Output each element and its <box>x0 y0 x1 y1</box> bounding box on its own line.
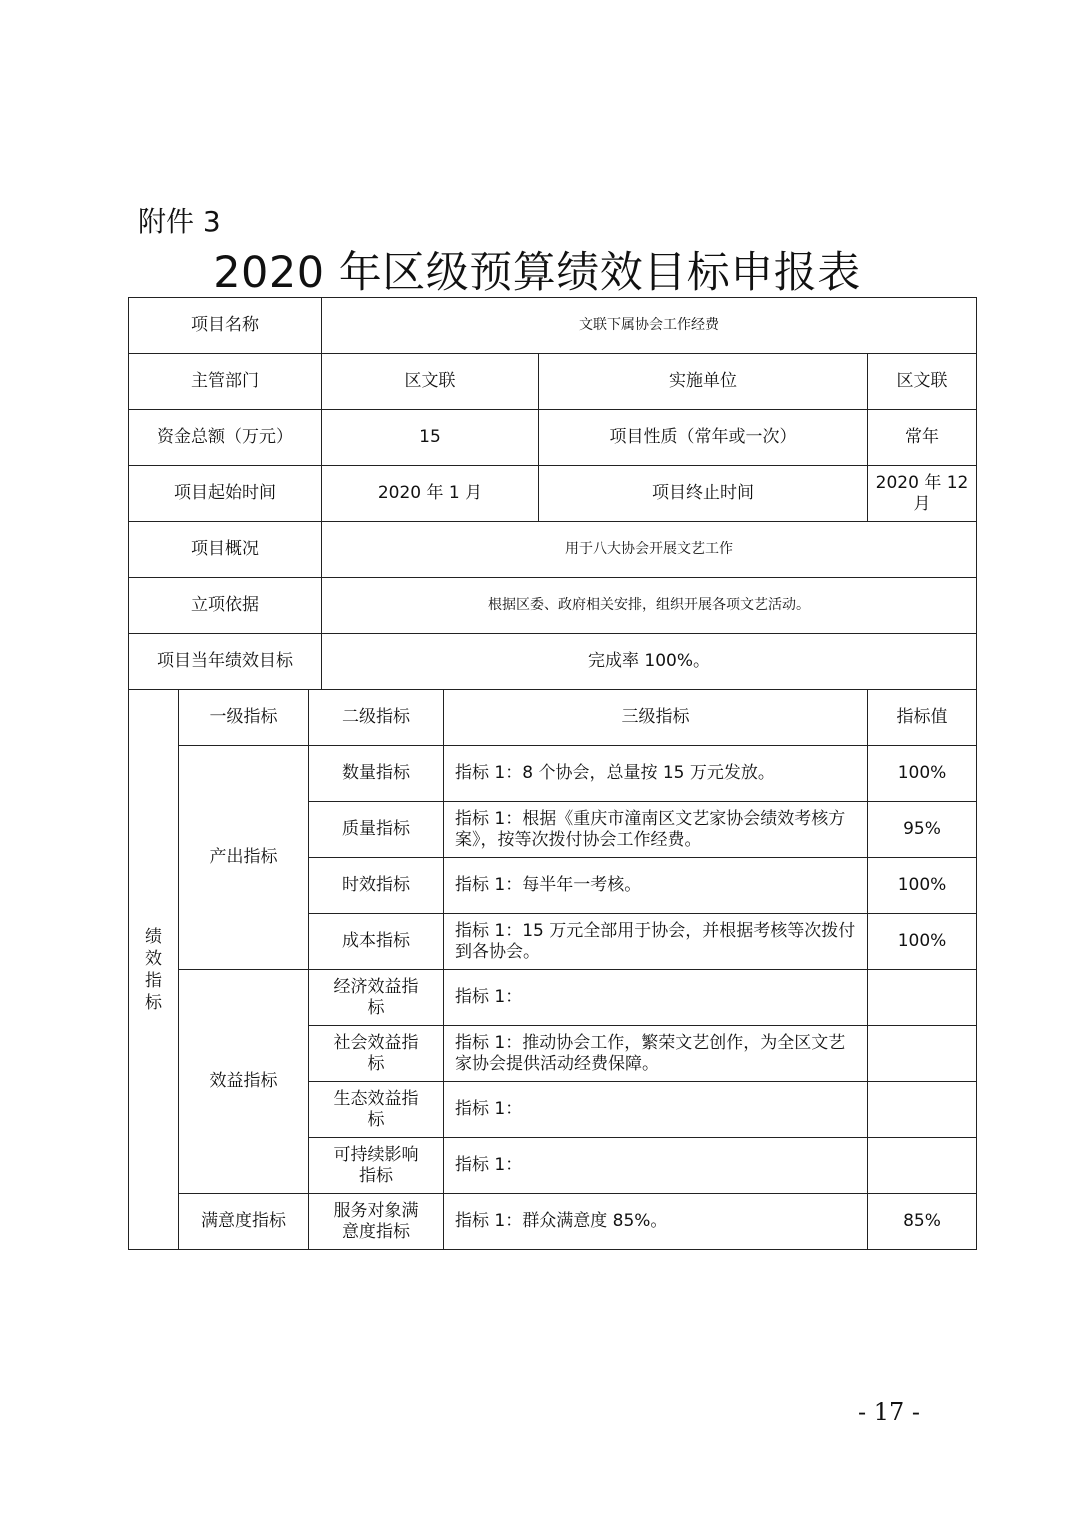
page-number: - 17 - <box>858 1398 921 1426</box>
start-label: 项目起始时间 <box>129 466 322 522</box>
sustainable-text: 指标 1： <box>444 1138 868 1194</box>
satisfaction-indicator-label: 满意度指标 <box>179 1194 309 1250</box>
economic-value <box>868 970 977 1026</box>
cost-value: 100% <box>868 914 977 970</box>
service-value: 85% <box>868 1194 977 1250</box>
cost-label: 成本指标 <box>309 914 444 970</box>
header-level2: 二级指标 <box>309 690 444 746</box>
impl-label: 实施单位 <box>539 354 868 410</box>
timeliness-text: 指标 1：每半年一考核。 <box>444 858 868 914</box>
nature-value: 常年 <box>868 410 977 466</box>
cost-text: 指标 1：15 万元全部用于协会，并根据考核等次拨付到各协会。 <box>444 914 868 970</box>
attachment-label: 附件 3 <box>138 205 221 238</box>
overview-label: 项目概况 <box>129 522 322 578</box>
table-row <box>129 746 977 802</box>
timeliness-value: 100% <box>868 858 977 914</box>
output-indicator-label: 产出指标 <box>179 746 309 970</box>
quality-value: 95% <box>868 802 977 858</box>
header-level3: 三级指标 <box>444 690 868 746</box>
row-fund <box>129 410 977 466</box>
ecological-text: 指标 1： <box>444 1082 868 1138</box>
sustainable-label: 可持续影响指标 <box>309 1138 444 1194</box>
sustainable-value <box>868 1138 977 1194</box>
row-project-name <box>129 298 977 354</box>
end-label: 项目终止时间 <box>539 466 868 522</box>
service-text: 指标 1：群众满意度 85%。 <box>444 1194 868 1250</box>
row-goal <box>129 634 977 690</box>
ecological-value <box>868 1082 977 1138</box>
fund-label: 资金总额（万元） <box>129 410 322 466</box>
overview-value: 用于八大协会开展文艺工作 <box>322 522 977 578</box>
header-level1: 一级指标 <box>179 690 309 746</box>
goal-label: 项目当年绩效目标 <box>129 634 322 690</box>
benefit-indicator-label: 效益指标 <box>179 970 309 1194</box>
header-value: 指标值 <box>868 690 977 746</box>
dept-label: 主管部门 <box>129 354 322 410</box>
social-text: 指标 1：推动协会工作，繁荣文艺创作，为全区文艺家协会提供活动经费保障。 <box>444 1026 868 1082</box>
quality-text: 指标 1：根据《重庆市潼南区文艺家协会绩效考核方案》，按等次拨付协会工作经费。 <box>444 802 868 858</box>
row-overview <box>129 522 977 578</box>
dept-value: 区文联 <box>322 354 539 410</box>
project-name-value: 文联下属协会工作经费 <box>322 298 977 354</box>
document-title: 2020 年区级预算绩效目标申报表 <box>213 248 861 298</box>
nature-label: 项目性质（常年或一次） <box>539 410 868 466</box>
quantity-text: 指标 1：8 个协会，总量按 15 万元发放。 <box>444 746 868 802</box>
ecological-label: 生态效益指标 <box>309 1082 444 1138</box>
impl-value: 区文联 <box>868 354 977 410</box>
table-row <box>129 1194 977 1250</box>
fund-value: 15 <box>322 410 539 466</box>
project-name-label: 项目名称 <box>129 298 322 354</box>
row-indicator-header <box>129 690 977 746</box>
economic-label: 经济效益指标 <box>309 970 444 1026</box>
budget-performance-table <box>128 297 977 1250</box>
performance-indicator-label: 绩效指标 <box>144 926 162 1013</box>
quality-label: 质量指标 <box>309 802 444 858</box>
basis-value: 根据区委、政府相关安排，组织开展各项文艺活动。 <box>322 578 977 634</box>
end-value: 2020 年 12 月 <box>868 466 977 522</box>
goal-value: 完成率 100%。 <box>322 634 977 690</box>
social-value <box>868 1026 977 1082</box>
table-row <box>129 970 977 1026</box>
start-value: 2020 年 1 月 <box>322 466 539 522</box>
social-label: 社会效益指标 <box>309 1026 444 1082</box>
economic-text: 指标 1： <box>444 970 868 1026</box>
row-time <box>129 466 977 522</box>
row-department <box>129 354 977 410</box>
row-basis <box>129 578 977 634</box>
quantity-label: 数量指标 <box>309 746 444 802</box>
performance-indicator-group <box>129 690 179 1250</box>
quantity-value: 100% <box>868 746 977 802</box>
basis-label: 立项依据 <box>129 578 322 634</box>
service-label: 服务对象满意度指标 <box>309 1194 444 1250</box>
timeliness-label: 时效指标 <box>309 858 444 914</box>
